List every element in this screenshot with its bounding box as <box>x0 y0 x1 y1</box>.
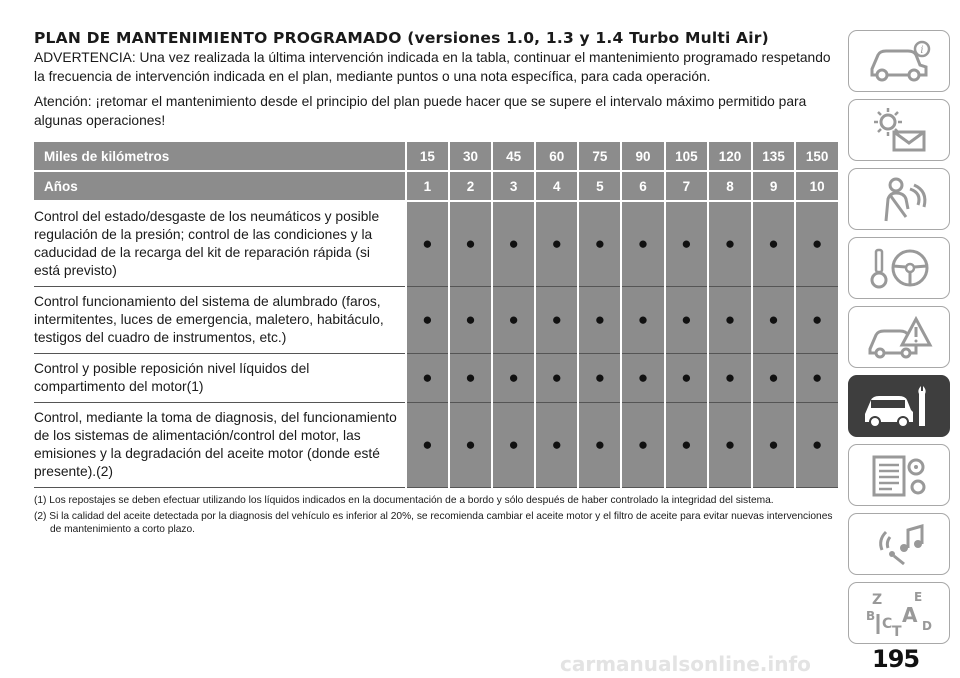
years-header-cell: 6 <box>621 171 664 201</box>
maintenance-dot: ● <box>665 354 709 403</box>
maintenance-dot: ● <box>621 201 664 287</box>
tab-car-info[interactable] <box>848 30 950 92</box>
warning-lights-icon <box>864 106 934 154</box>
maintenance-dot: ● <box>795 354 838 403</box>
km-header-cell: 75 <box>578 142 621 171</box>
tab-breakdown[interactable] <box>848 306 950 368</box>
maintenance-dot: ● <box>535 287 578 354</box>
maintenance-dot: ● <box>449 287 492 354</box>
maintenance-dot: ● <box>492 201 535 287</box>
warning-paragraph: ADVERTENCIA: Una vez realizada la última intervención indicada en la tabla, continuar el mantenimiento programado respetando la frecuencia de intervención indicada en el plan, mediante puntos o una nota específica, para cada operación. <box>34 50 831 84</box>
maintenance-dot: ● <box>449 403 492 488</box>
maintenance-dot: ● <box>535 403 578 488</box>
alphabetical-index-icon <box>864 588 934 638</box>
tab-car-maintenance[interactable] <box>848 375 950 437</box>
years-header-cell: 5 <box>578 171 621 201</box>
maintenance-dot: ● <box>665 287 709 354</box>
tab-steering-wheel[interactable] <box>848 237 950 299</box>
footnote-2: (2) Si la calidad del aceite detectada por la diagnosis del vehículo es inferior al 20%, se recomienda cambiar el aceite motor y el filtro de aceite para evitar nuevas intervenciones de mantenimiento a corto plazo. <box>34 511 833 535</box>
watermark-text: carmanualsonline.info <box>560 652 811 676</box>
table-row <box>34 287 838 354</box>
maintenance-dot: ● <box>535 354 578 403</box>
table-row <box>34 354 838 403</box>
km-header-cell: 45 <box>492 142 535 171</box>
table-row <box>34 403 838 488</box>
footnotes <box>34 494 838 536</box>
maintenance-dot: ● <box>406 287 449 354</box>
years-header-label: Años <box>34 171 406 201</box>
svg-text:i: i <box>920 45 924 56</box>
years-header-cell: 2 <box>449 171 492 201</box>
maintenance-dot: ● <box>535 201 578 287</box>
maintenance-dot: ● <box>449 354 492 403</box>
maintenance-table <box>34 142 838 488</box>
table-row <box>34 201 838 287</box>
km-header-cell: 105 <box>665 142 709 171</box>
maintenance-dot: ● <box>492 287 535 354</box>
steering-wheel-icon <box>864 244 934 292</box>
maintenance-dot: ● <box>621 287 664 354</box>
maintenance-dot: ● <box>621 403 664 488</box>
index-letter-z: Z <box>872 592 883 608</box>
maintenance-dot: ● <box>578 403 621 488</box>
km-header-cell: 150 <box>795 142 838 171</box>
car-info-icon <box>864 39 934 83</box>
maintenance-dot: ● <box>406 403 449 488</box>
km-header-cell: 120 <box>708 142 752 171</box>
row-description: Control, mediante la toma de diagnosis, del funcionamiento de los sistemas de alimentación/control del motor, las emisiones y la degradación del aceite motor (donde esté presente).(2) <box>34 403 406 488</box>
technical-data-icon <box>864 451 934 499</box>
maintenance-dot: ● <box>795 287 838 354</box>
multimedia-icon <box>864 520 934 568</box>
index-letter-c: C <box>882 616 893 632</box>
tab-seatbelt-airbag[interactable] <box>848 168 950 230</box>
page-content <box>34 30 838 539</box>
row-description: Control y posible reposición nivel líquidos del compartimento del motor(1) <box>34 354 406 403</box>
breakdown-icon <box>864 313 934 361</box>
footnote-1: (1) Los repostajes se deben efectuar utilizando los líquidos indicados en la documentación de a bordo y sólo después de haber controlado la integridad del sistema. <box>34 495 774 506</box>
years-header-cell: 7 <box>665 171 709 201</box>
maintenance-dot: ● <box>708 287 752 354</box>
maintenance-dot: ● <box>752 354 796 403</box>
row-description: Control del estado/desgaste de los neumáticos y posible regulación de la presión; control de las condiciones y la caducidad de la recarga del kit de reparación rápida (si está previsto) <box>34 201 406 287</box>
page-number: 195 <box>872 645 920 673</box>
maintenance-dot: ● <box>795 403 838 488</box>
maintenance-dot: ● <box>665 201 709 287</box>
years-header-cell: 9 <box>752 171 796 201</box>
car-maintenance-icon <box>861 382 937 430</box>
km-header-cell: 15 <box>406 142 449 171</box>
maintenance-dot: ● <box>708 201 752 287</box>
maintenance-dot: ● <box>492 354 535 403</box>
maintenance-dot: ● <box>665 403 709 488</box>
maintenance-dot: ● <box>578 354 621 403</box>
tab-warning-lights[interactable] <box>848 99 950 161</box>
km-header-cell: 30 <box>449 142 492 171</box>
maintenance-dot: ● <box>708 354 752 403</box>
years-header-cell: 3 <box>492 171 535 201</box>
index-letter-b: B <box>866 609 876 623</box>
years-header-cell: 1 <box>406 171 449 201</box>
years-header-cell: 4 <box>535 171 578 201</box>
chapter-sidebar <box>848 30 952 651</box>
tab-multimedia[interactable] <box>848 513 950 575</box>
km-header-cell: 90 <box>621 142 664 171</box>
maintenance-dot: ● <box>449 201 492 287</box>
index-letter-t: T <box>892 624 902 638</box>
maintenance-dot: ● <box>752 287 796 354</box>
maintenance-dot: ● <box>578 287 621 354</box>
years-header-row <box>34 171 838 201</box>
attention-paragraph: Atención: ¡retomar el mantenimiento desde el principio del plan puede hacer que se supere el intervalo máximo permitido para algunas operaciones! <box>34 94 807 128</box>
row-description: Control funcionamiento del sistema de alumbrado (faros, intermitentes, luces de emergencia, maletero, habitáculo, testigos del cuadro de instrumentos, etc.) <box>34 287 406 354</box>
years-header-cell: 10 <box>795 171 838 201</box>
maintenance-dot: ● <box>752 403 796 488</box>
maintenance-dot: ● <box>795 201 838 287</box>
maintenance-dot: ● <box>406 201 449 287</box>
km-header-label: Miles de kilómetros <box>34 142 406 171</box>
km-header-cell: 135 <box>752 142 796 171</box>
maintenance-dot: ● <box>492 403 535 488</box>
seatbelt-airbag-icon <box>864 175 934 223</box>
maintenance-dot: ● <box>406 354 449 403</box>
km-header-row <box>34 142 838 171</box>
tab-alphabetical-index[interactable] <box>848 582 950 644</box>
maintenance-dot: ● <box>621 354 664 403</box>
tab-technical-data[interactable] <box>848 444 950 506</box>
index-letter-e: E <box>914 590 923 604</box>
index-letter-d: D <box>922 619 932 633</box>
km-header-cell: 60 <box>535 142 578 171</box>
maintenance-dot: ● <box>578 201 621 287</box>
index-letter-a: A <box>902 603 918 627</box>
page-title: PLAN DE MANTENIMIENTO PROGRAMADO (versiones 1.0, 1.3 y 1.4 Turbo Multi Air) <box>34 29 769 47</box>
maintenance-dot: ● <box>752 201 796 287</box>
maintenance-dot: ● <box>708 403 752 488</box>
years-header-cell: 8 <box>708 171 752 201</box>
